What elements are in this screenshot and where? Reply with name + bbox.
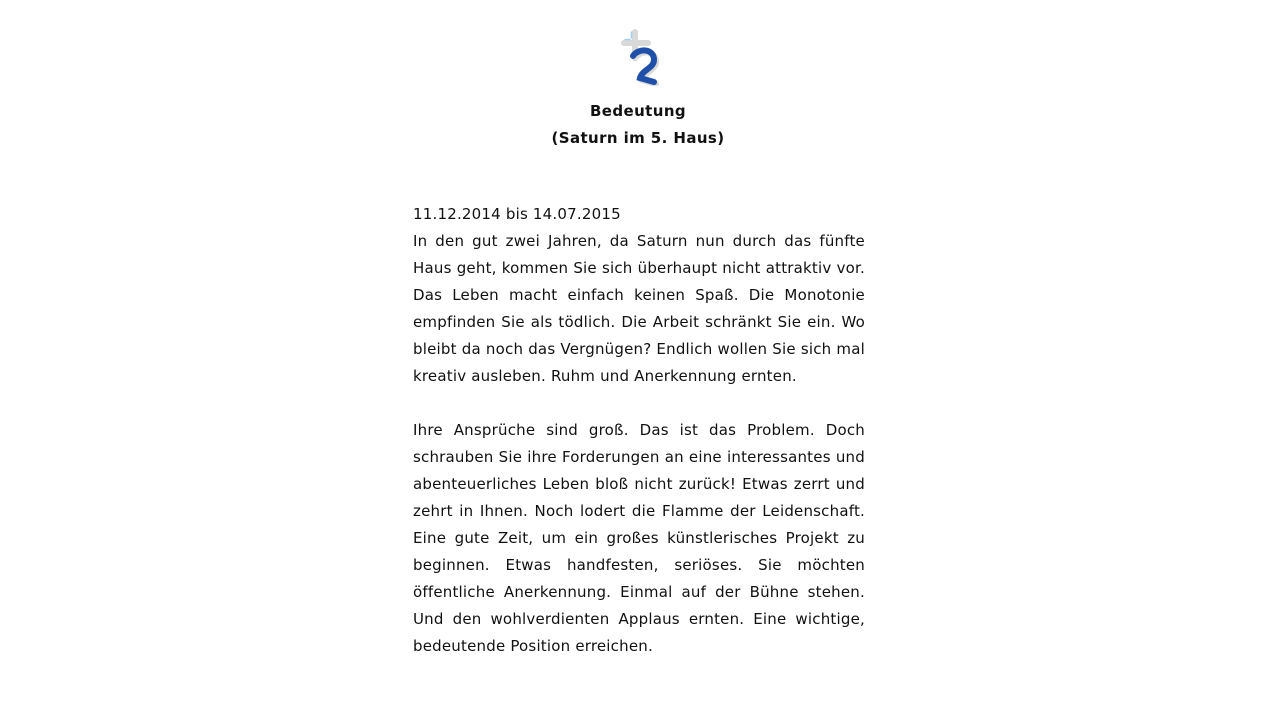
- paragraph-1: In den gut zwei Jahren, da Saturn nun durch das fünfte Haus geht, kommen Sie sich überhaupt nicht attraktiv vor. Das Leben macht einfach keinen Spaß. Die Monotonie empfinden Sie als tödlich. Die Arbeit schränkt Sie ein. Wo bleibt da noch das Vergnügen? Endlich wollen Sie sich mal kreativ ausleben. Ruhm und Anerkennung ernten.: [413, 232, 865, 385]
- saturn-glyph-icon: [618, 26, 662, 86]
- date-range: 11.12.2014 bis 14.07.2015: [413, 205, 621, 223]
- paragraph-2: Ihre Ansprüche sind groß. Das ist das Problem. Doch schrauben Sie ihre Forderungen an eine interessantes und abenteuerliches Leben bloß nicht zurück! Etwas zerrt und zehrt in Ihnen. Noch lodert die Flamme der Leidenschaft. Eine gute Zeit, um ein großes künstlerisches Projekt zu beginnen. Etwas handfesten, seriöses. Sie möchten öffentliche Anerkennung. Einmal auf der Bühne stehen. Und den wohlverdienten Applaus ernten. Eine wichtige, bedeutende Position erreichen.: [413, 421, 865, 655]
- page-title: Bedeutung: [589, 102, 687, 120]
- text-body: [413, 201, 865, 660]
- page-subtitle: (Saturn im 5. Haus): [551, 129, 725, 147]
